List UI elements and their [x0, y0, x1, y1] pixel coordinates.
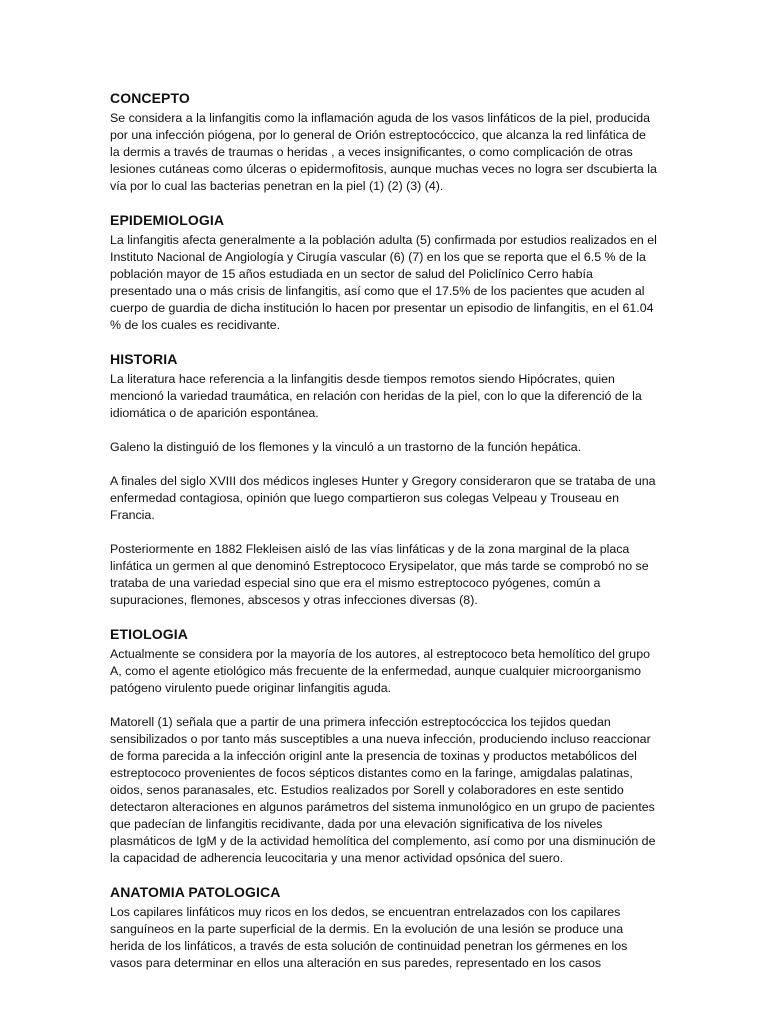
- section-heading: ANATOMIA PATOLOGICA: [110, 884, 281, 900]
- section-concepto: [110, 90, 658, 195]
- paragraph: Posteriormente en 1882 Flekleisen aisló de las vías linfáticas y de la zona marginal de la placa linfática un germen al que denominó Estreptococo Erysipelator, que más tarde se comprobó no se trataba de una variedad especial sino que era el mismo estreptococo pyógenes, común a supuraciones, flemones, abscesos y otras infecciones diversas (8).: [110, 542, 649, 607]
- section-anatomia-patologica: [110, 884, 658, 972]
- section-heading: ETIOLOGIA: [110, 626, 188, 642]
- section-historia: [110, 351, 658, 609]
- paragraph: La literatura hace referencia a la linfangitis desde tiempos remotos siendo Hipócrates, quien mencionó la variedad traumática, en relación con heridas de la piel, con lo que la diferenció de la idiomática o de aparición espontánea.: [110, 372, 642, 420]
- paragraph: A finales del siglo XVIII dos médicos ingleses Hunter y Gregory consideraron que se trataba de una enfermedad contagiosa, opinión que luego compartieron sus colegas Velpeau y Trouseau en Francia.: [110, 474, 656, 522]
- section-epidemiologia: [110, 212, 658, 334]
- paragraph: La linfangitis afecta generalmente a la población adulta (5) confirmada por estudios realizados en el Instituto Nacional de Angiología y Cirugía vascular (6) (7) en los que se reporta que el 6.5 % de la población mayor de 15 años estudiada en un sector de salud del Policlínico Cerro había presentado una o más crisis de linfangitis, así como que el 17.5% de los pacientes que acuden al cuerpo de guardia de dicha institución lo hacen por presentar un episodio de linfangitis, en el 61.04 % de los cuales es recidivante.: [110, 233, 657, 332]
- section-heading: CONCEPTO: [110, 90, 190, 106]
- section-heading: EPIDEMIOLOGIA: [110, 212, 225, 228]
- paragraph: Actualmente se considera por la mayoría de los autores, al estreptococo beta hemolítico del grupo A, como el agente etiológico más frecuente de la enfermedad, aunque cualquier microorganismo patógeno virulento puede originar linfangitis aguda.: [110, 647, 650, 695]
- paragraph: Los capilares linfáticos muy ricos en los dedos, se encuentran entrelazados con los capilares sanguíneos en la parte superficial de la dermis. En la evolución de una lesión se produce una herida de los linfáticos, a través de esta solución de continuidad penetran los gérmenes en los vasos para determinar en ellos una alteración en sus paredes, representado en los casos: [110, 905, 628, 970]
- paragraph: Galeno la distinguió de los flemones y la vinculó a un trastorno de la función hepática.: [110, 440, 582, 454]
- paragraph: Se considera a la linfangitis como la inflamación aguda de los vasos linfáticos de la piel, producida por una infección piógena, por lo general de Orión estreptocóccico, que alcanza la red linfática de la dermis a través de traumas o heridas , a veces insignificantes, o como complicación de otras lesiones cutáneas como úlceras o epidermofitosis, aunque muchas veces no logra ser dscubierta la vía por lo cual las bacterias penetran en la piel (1) (2) (3) (4).: [110, 111, 657, 193]
- paragraph: Matorell (1) señala que a partir de una primera infección estreptocóccica los tejidos quedan sensibilizados o por tanto más susceptibles a una nueva infección, produciendo incluso reaccionar de forma parecida a la infección originl ante la presencia de toxinas y productos metabólicos del estreptococo provenientes de focos sépticos distantes como en la faringe, amigdalas palatinas, oidos, senos paranasales, etc. Estudios realizados por Sorell y colaboradores en este sentido detectaron alteraciones en algunos parámetros del sistema inmunológico en un grupo de pacientes que padecían de linfangitis recidivante, dada por una elevación significativa de los niveles plasmáticos de IgM y de la actividad hemolítica del complemento, así como por una disminución de la capacidad de adherencia leucocitaria y una menor actividad opsónica del suero.: [110, 715, 656, 865]
- section-heading: HISTORIA: [110, 351, 178, 367]
- section-etiologia: [110, 626, 658, 867]
